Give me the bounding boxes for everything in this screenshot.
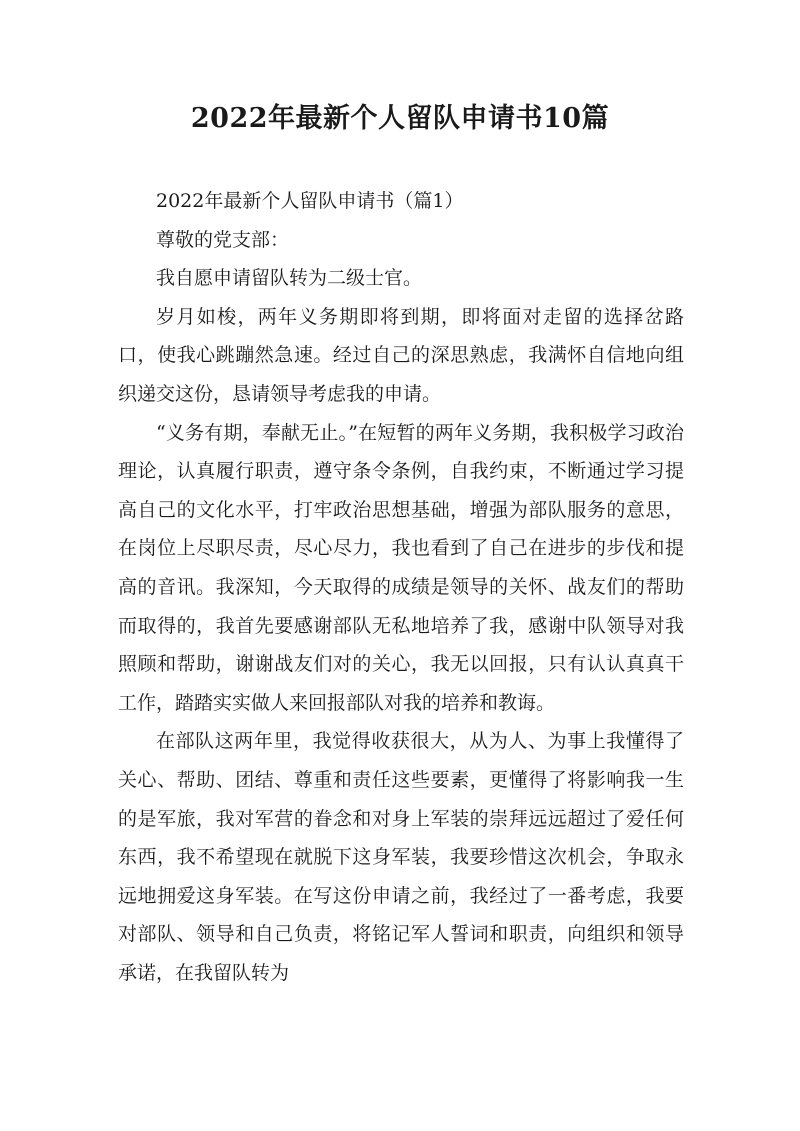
document-body <box>118 182 684 992</box>
body-paragraph: 我自愿申请留队转为二级士官。 <box>156 267 423 290</box>
section-heading: 2022年最新个人留队申请书（篇1） <box>156 190 464 212</box>
body-paragraph: 岁月如梭，两年义务期即将到期，即将面对走留的选择岔路口，使我心跳蹦然急速。经过自己的深思熟虑，我满怀自信地向组织递交这份，恳请领导考虑我的申请。 <box>118 305 684 405</box>
body-paragraph: “义务有期，奉献无止。”在短暂的两年义务期，我积极学习政治理论，认真履行职责，遵守条令条例，自我约束，不断通过学习提高自己的文化水平，打牢政治思想基础，增强为部队服务的意思，在岗位上尽职尽责，尽心尽力，我也看到了自己在进步的步伐和提高的音讯。我深知，今天取得的成绩是领导的关怀、战友们的帮助而取得的，我首先要感谢部队无私地培养了我，感谢中队领导对我照顾和帮助，谢谢战友们对的关心，我无以回报，只有认认真真干工作，踏踏实实做人来回报部队对我的培养和教诲。 <box>118 421 684 714</box>
body-paragraph: 在部队这两年里，我觉得收获很大，从为人、为事上我懂得了关心、帮助、团结、尊重和责任这些要素，更懂得了将影响我一生的是军旅，我对军营的眷念和对身上军装的崇拜远远超过了爱任何东西，我不希望现在就脱下这身军装，我要珍惜这次机会，争取永远地拥爱这身军装。在写这份申请之前，我经过了一番考虑，我要对部队、领导和自己负责，将铭记军人誓词和职责，向组织和领导承诺，在我留队转为 <box>118 730 684 984</box>
document-title: 2022年最新个人留队申请书10篇 <box>190 103 610 134</box>
salutation: 尊敬的党支部： <box>156 228 290 251</box>
